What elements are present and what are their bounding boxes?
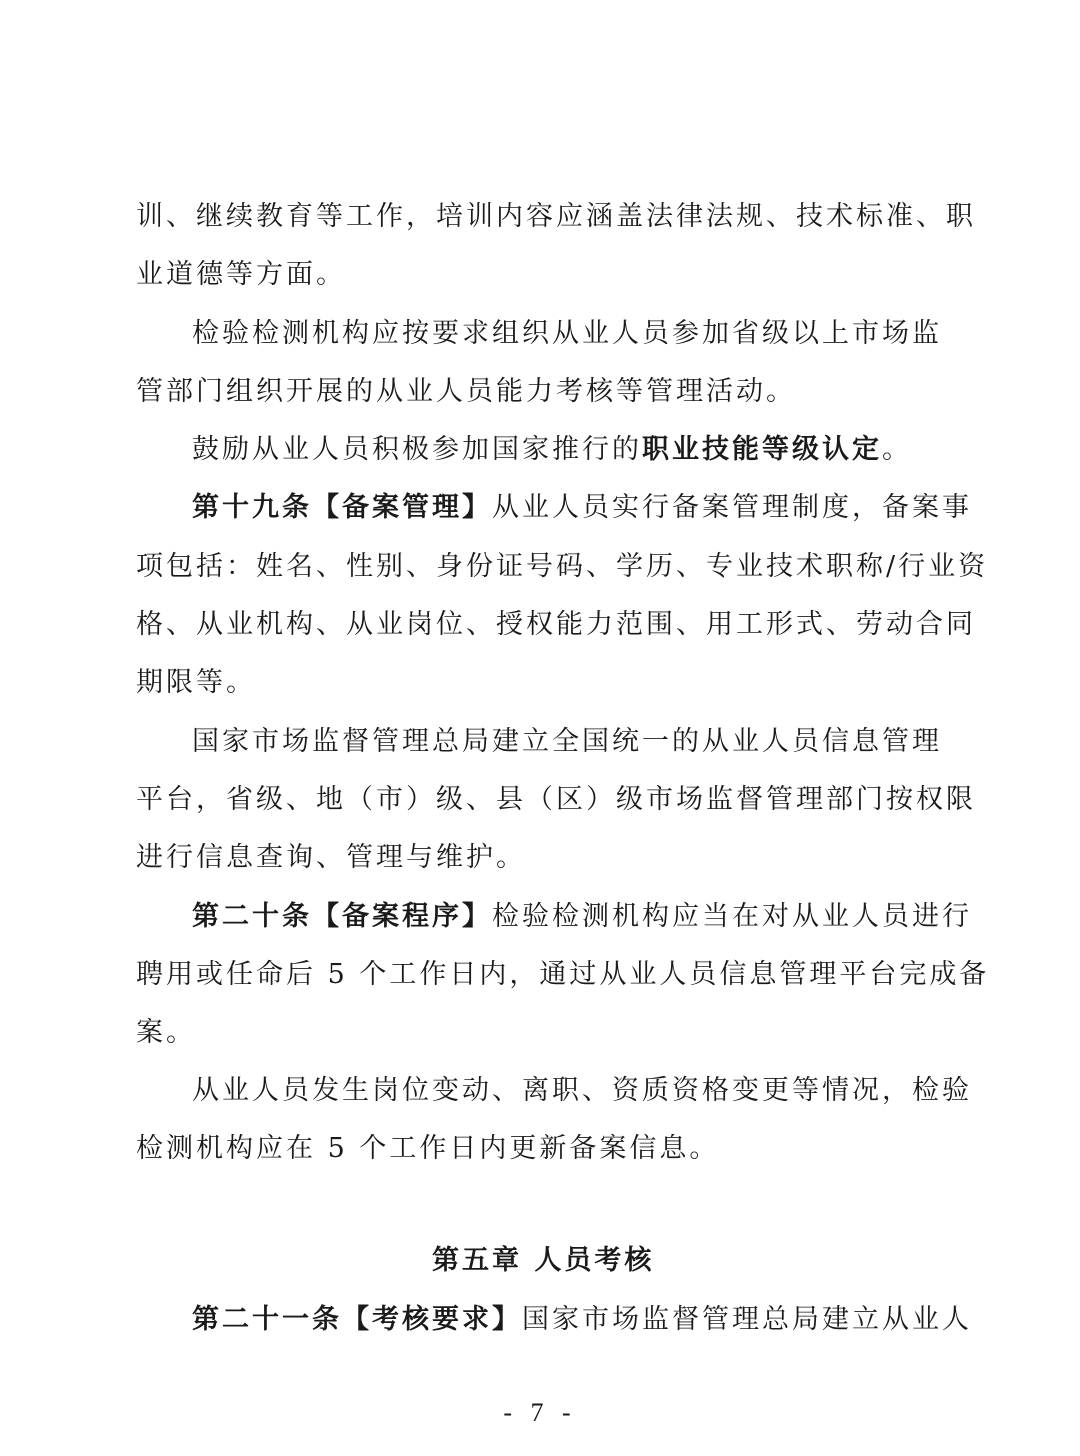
text-segment: 鼓励从业人员积极参加国家推行的 — [192, 434, 642, 465]
bold-segment: 第二十一条【考核要求】 — [192, 1304, 522, 1335]
bold-segment: 第二十条【备案程序】 — [192, 901, 492, 932]
text-line — [0, 433, 1080, 467]
text-segment: 从业人员实行备案管理制度，备案事 — [492, 492, 972, 523]
text-line — [0, 491, 1080, 525]
text-line — [0, 1132, 1080, 1166]
bold-segment: 第十九条【备案管理】 — [192, 492, 492, 523]
text-segment: 国家市场监督管理总局建立全国统一的从业人员信息管理 — [192, 726, 942, 757]
text-line — [0, 1016, 1080, 1050]
text-segment: 业道德等方面。 — [136, 259, 346, 290]
text-segment: 管部门组织开展的从业人员能力考核等管理活动。 — [136, 376, 796, 407]
text-segment: 进行信息查询、管理与维护。 — [136, 842, 526, 873]
text-segment: 平台，省级、地（市）级、县（区）级市场监督管理部门按权限 — [136, 784, 976, 815]
text-segment: 检测机构应在 5 个工作日内更新备案信息。 — [136, 1133, 720, 1164]
text-segment: 从业人员发生岗位变动、离职、资质资格变更等情况，检验 — [192, 1075, 972, 1106]
text-segment: 检验检测机构应按要求组织从业人员参加省级以上市场监 — [192, 318, 942, 349]
text-line — [0, 258, 1080, 292]
text-line — [0, 375, 1080, 409]
text-segment: 。 — [882, 434, 912, 465]
bold-segment: 职业技能等级认定 — [642, 434, 882, 465]
text-line — [0, 608, 1080, 642]
text-segment: 期限等。 — [136, 667, 256, 698]
text-line — [0, 900, 1080, 934]
text-line — [0, 958, 1080, 992]
text-segment: 案。 — [136, 1017, 196, 1048]
bold-segment: 第五章 人员考核 — [432, 1245, 655, 1276]
text-segment: 聘用或任命后 5 个工作日内，通过从业人员信息管理平台完成备 — [136, 959, 990, 990]
text-line — [0, 783, 1080, 817]
text-segment: 国家市场监督管理总局建立从业人 — [522, 1304, 972, 1335]
text-line — [0, 200, 1080, 234]
text-line — [0, 841, 1080, 875]
text-line — [0, 666, 1080, 700]
text-segment: 检验检测机构应当在对从业人员进行 — [492, 901, 972, 932]
text-line — [0, 317, 1080, 351]
text-line — [0, 1074, 1080, 1108]
text-segment: 格、从业机构、从业岗位、授权能力范围、用工形式、劳动合同 — [136, 609, 976, 640]
page-number: - 7 - — [503, 1398, 577, 1427]
chapter-heading — [0, 1244, 1080, 1278]
text-line — [0, 1303, 1080, 1337]
text-segment: 项包括：姓名、性别、身份证号码、学历、专业技术职称/行业资 — [136, 551, 989, 582]
text-line — [0, 725, 1080, 759]
text-line — [0, 550, 1080, 584]
text-segment: 训、继续教育等工作，培训内容应涵盖法律法规、技术标准、职 — [136, 201, 976, 232]
